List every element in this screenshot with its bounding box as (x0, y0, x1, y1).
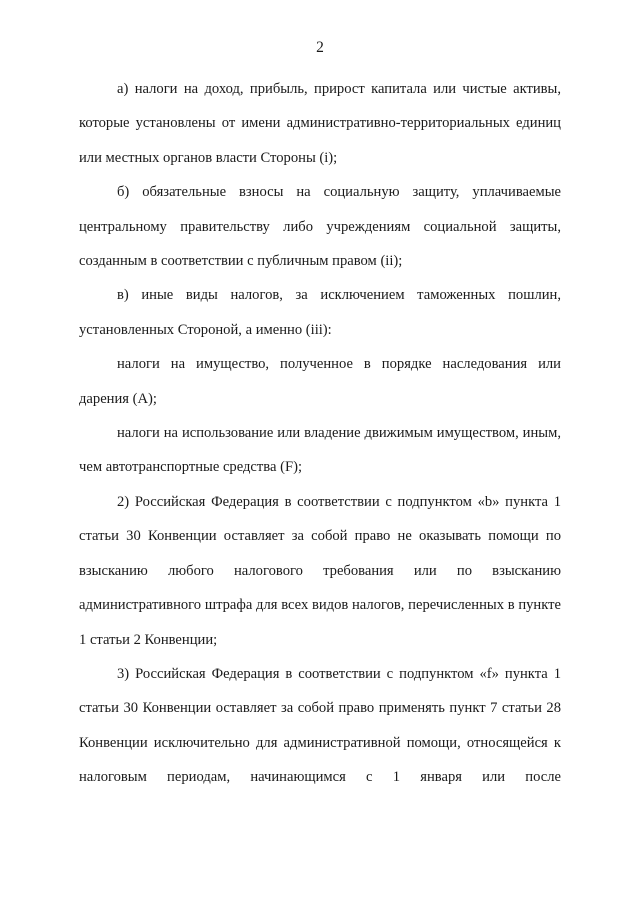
paragraph-movable-property-tax: налоги на использование или владение движимым имуществом, иным, чем автотранспортные средства (F); (79, 425, 561, 476)
paragraph-property-tax: налоги на имущество, полученное в порядке наследования или дарения (A); (79, 356, 561, 407)
paragraph-b: б) обязательные взносы на социальную защиту, уплачиваемые центральному правительству либо учреждениям социальной защиты, созданным в соответствии с публичным правом (ii); (79, 184, 561, 270)
paragraph-2: 2) Российская Федерация в соответствии с подпунктом «b» пункта 1 статьи 30 Конвенции оставляет за собой право не оказывать помощи по взысканию любого налогового требования или по взысканию административного штрафа для всех видов налогов, перечисленных в пункте 1 статьи 2 Конвенции; (79, 493, 561, 648)
paragraph-3: 3) Российская Федерация в соответствии с подпунктом «f» пункта 1 статьи 30 Конвенции оставляет за собой право применять пункт 7 статьи 28 Конвенции исключительно для административной помощи, относящейся к налоговым периодам, начинающимся с 1 января или после (79, 665, 561, 786)
paragraph-a: а) налоги на доход, прибыль, прирост капитала или чистые активы, которые установлены от имени административно-территориальных единиц или местных органов власти Стороны (i); (79, 81, 561, 166)
paragraph-v: в) иные виды налогов, за исключением таможенных пошлин, установленных Стороной, а именно (iii): (79, 287, 561, 338)
page-number: 2 (316, 39, 324, 56)
document-body (79, 72, 561, 795)
